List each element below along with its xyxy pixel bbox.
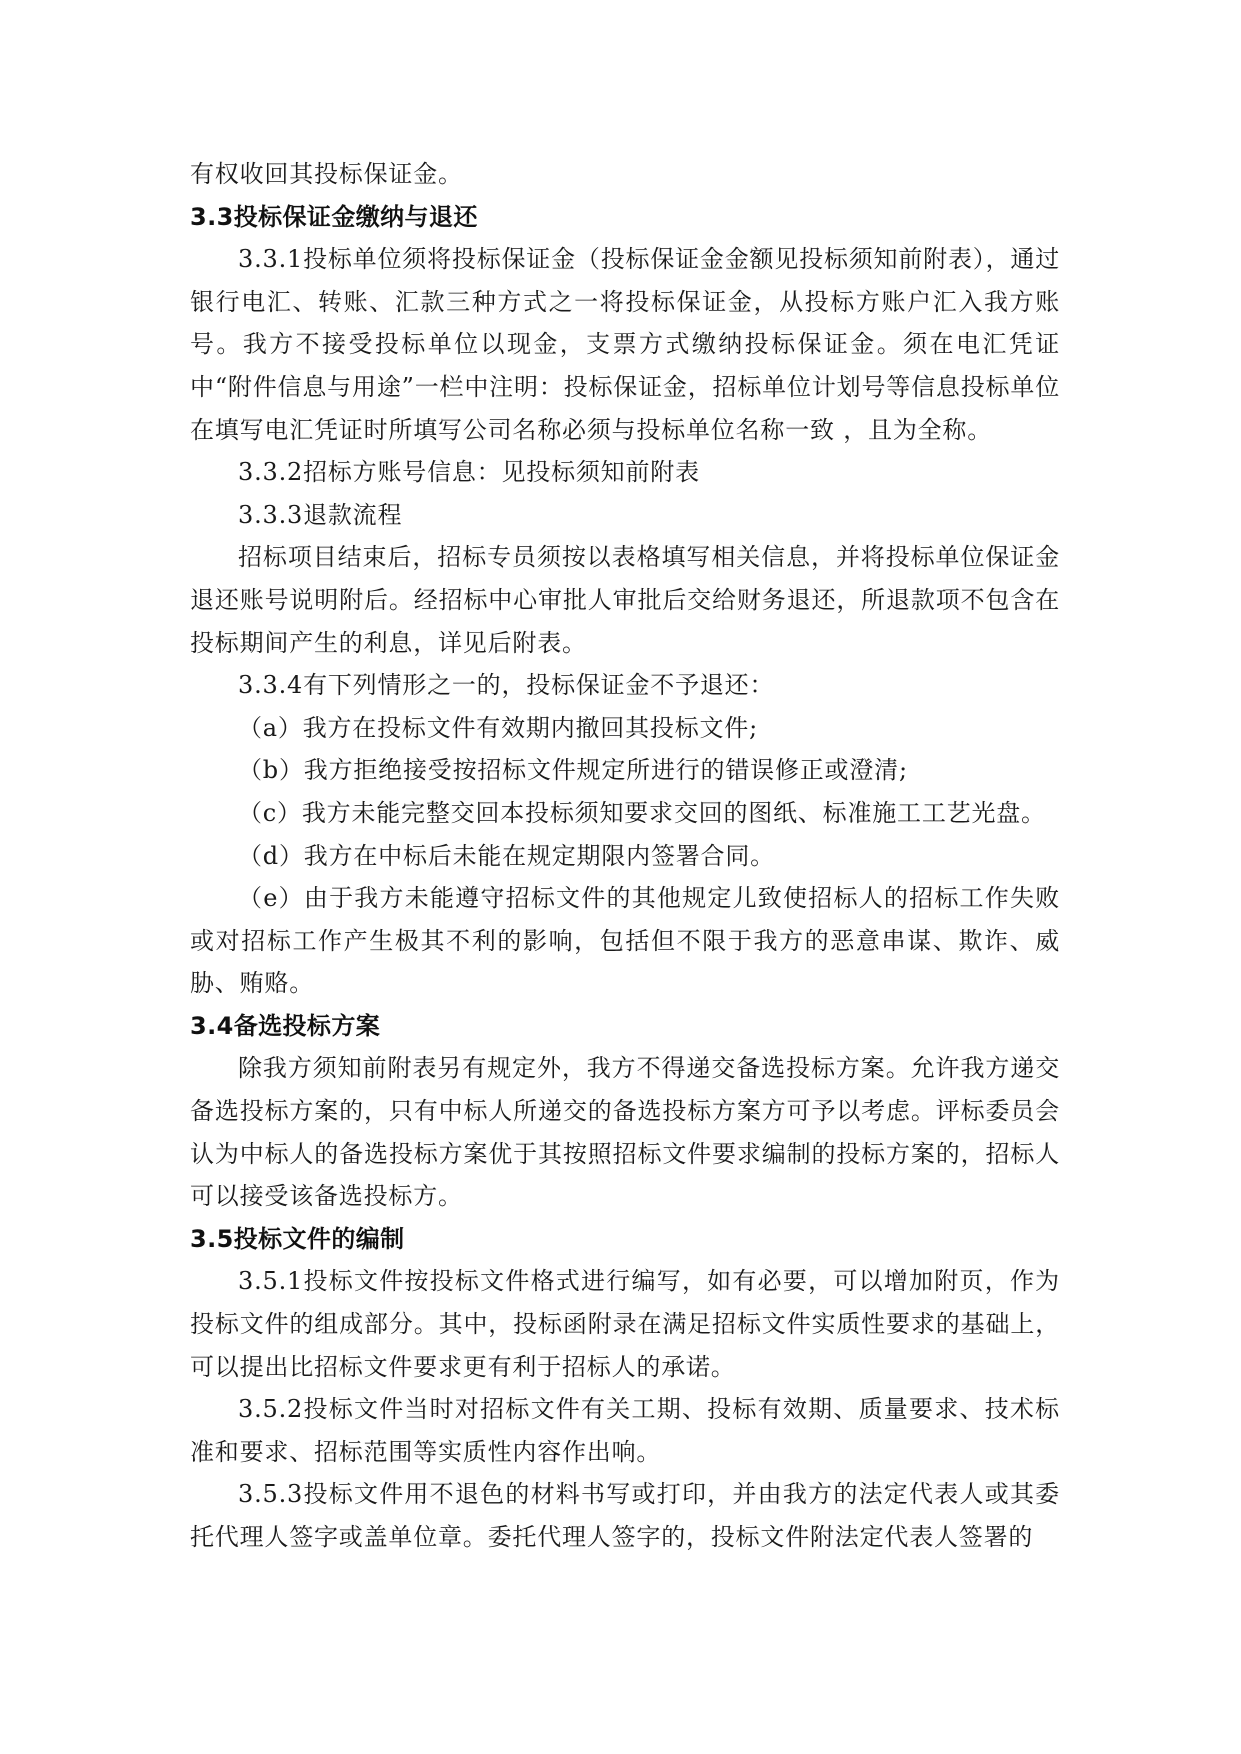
- list-item-c: （c）我方未能完整交回本投标须知要求交回的图纸、标准施工工艺光盘。: [238, 798, 1046, 827]
- section-heading-3-4: 3.4备选投标方案: [190, 1011, 381, 1040]
- paragraph-3-3-3: 3.3.3退款流程: [238, 500, 403, 529]
- paragraph-refund-process: 招标项目结束后，招标专员须按以表格填写相关信息，并将投标单位保证金退还账号说明附后。经招标中心审批人审批后交给财务退还，所退款项不包含在投标期间产生的利息，详见后附表。: [190, 543, 1060, 657]
- section-heading-3-3: 3.3投标保证金缴纳与退还: [190, 202, 478, 231]
- paragraph-3-5-1: 3.5.1投标文件按投标文件格式进行编写，如有必要，可以增加附页，作为投标文件的组成部分。其中，投标函附录在满足招标文件实质性要求的基础上，可以提出比招标文件要求更有利于招标人的承诺。: [190, 1267, 1060, 1381]
- section-heading-3-5: 3.5投标文件的编制: [190, 1224, 405, 1253]
- list-item-d: （d）我方在中标后未能在规定期限内签署合同。: [238, 841, 775, 870]
- paragraph-3-5-2: 3.5.2投标文件当时对招标文件有关工期、投标有效期、质量要求、技术标准和要求、招标范围等实质性内容作出响。: [190, 1395, 1060, 1466]
- paragraph-3-3-1: 3.3.1投标单位须将投标保证金（投标保证金金额见投标须知前附表），通过银行电汇、转账、汇款三种方式之一将投标保证金，从投标方账户汇入我方账号。我方不接受投标单位以现金，支票方式缴纳投标保证金。须在电汇凭证中“附件信息与用途”一栏中注明：投标保证金，招标单位计划号等信息投标单位在填写电汇凭证时所填写公司名称必须与投标单位名称一致 ，且为全称。: [190, 245, 1060, 444]
- paragraph-3-5-3: 3.5.3投标文件用不退色的材料书写或打印，并由我方的法定代表人或其委托代理人签字或盖单位章。委托代理人签字的，投标文件附法定代表人签署的: [190, 1480, 1060, 1551]
- paragraph-3-3-4: 3.3.4有下列情形之一的，投标保证金不予退还：: [238, 671, 775, 700]
- list-item-e: （e）由于我方未能遵守招标文件的其他规定儿致使招标人的招标工作失败或对招标工作产生极其不利的影响，包括但不限于我方的恶意串谋、欺诈、威胁、贿赂。: [190, 884, 1060, 998]
- document-body: [190, 153, 1060, 1559]
- list-item-a: （a）我方在投标文件有效期内撤回其投标文件;: [238, 713, 758, 742]
- paragraph-3-3-2: 3.3.2招标方账号信息：见投标须知前附表: [238, 458, 700, 487]
- paragraph-3-4: 除我方须知前附表另有规定外，我方不得递交备选投标方案。允许我方递交备选投标方案的，只有中标人所递交的备选投标方案方可予以考虑。评标委员会认为中标人的备选投标方案优于其按照招标文件要求编制的投标方案的，招标人可以接受该备选投标方。: [190, 1054, 1060, 1211]
- list-item-b: （b）我方拒绝接受按招标文件规定所进行的错误修正或澄清;: [238, 756, 908, 785]
- paragraph-carryover: 有权收回其投标保证金。: [190, 160, 463, 188]
